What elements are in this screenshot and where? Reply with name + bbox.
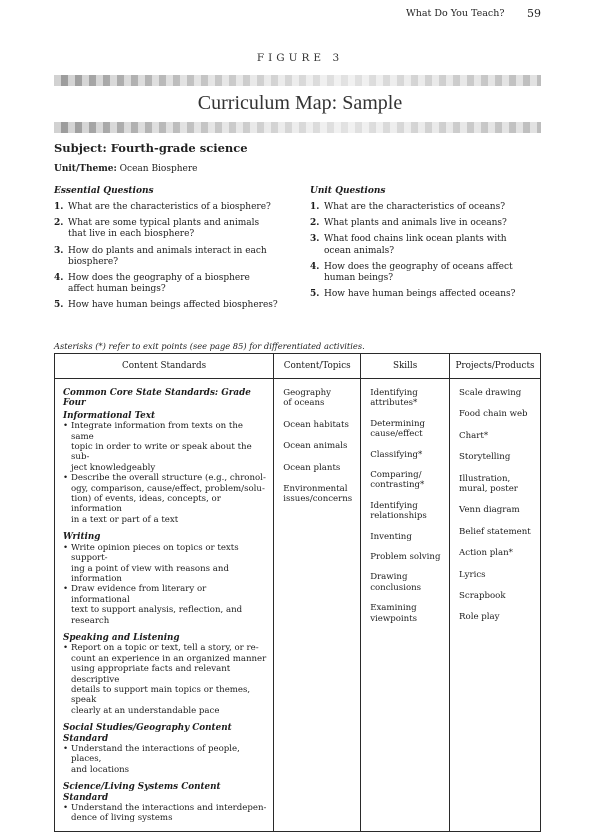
text-line: Ocean habitats — [283, 419, 349, 430]
question-text — [324, 262, 513, 283]
question-item — [310, 289, 545, 300]
text-line: Food chain web — [459, 409, 528, 420]
running-title: What Do You Teach? — [406, 8, 505, 19]
question-item — [54, 273, 294, 295]
question-number: 5. — [310, 289, 320, 300]
text-line: How does the geography of oceans affect — [324, 261, 513, 272]
list-item — [459, 452, 536, 462]
text-line: Integrate information from texts on the same — [71, 421, 243, 442]
question-item — [310, 262, 545, 284]
standard-bullet — [63, 584, 267, 626]
text-line: Scale drawing — [459, 388, 522, 398]
list-item — [283, 463, 356, 473]
text-line: Draw evidence from literary or informational — [71, 584, 207, 605]
standards-section-heading: Science/Living Systems Content Standard — [63, 782, 221, 803]
list-item — [459, 612, 536, 622]
standard-bullet — [63, 473, 267, 525]
question-text — [68, 300, 278, 310]
question-item — [310, 202, 545, 213]
header-content-standards: Content Standards — [55, 354, 274, 379]
list-item — [283, 388, 356, 409]
unit-theme-value: Ocean Biosphere — [119, 164, 198, 174]
text-line: What plants and animals live in oceans? — [324, 218, 507, 229]
question-number: 1. — [54, 202, 64, 212]
decorative-band-top — [54, 75, 541, 86]
text-line: cause/effect — [370, 429, 423, 440]
text-line: attributes* — [370, 398, 418, 409]
text-line: Identifying — [370, 388, 418, 398]
standards-title: Common Core State Standards: Grade Four — [63, 388, 251, 409]
question-item — [54, 246, 294, 268]
standards-section — [63, 411, 267, 525]
text-line: What are the characteristics of a biosphere? — [68, 202, 271, 212]
text-line: mural, poster — [459, 484, 518, 495]
question-item — [310, 234, 545, 256]
text-line: Problem solving — [370, 552, 441, 563]
question-item — [54, 202, 294, 213]
list-item — [370, 450, 445, 460]
content-standards-cell — [55, 379, 274, 832]
header-content-topics: Content/Topics — [274, 354, 361, 379]
list-item — [370, 552, 445, 562]
subject-heading: Subject: Fourth-grade science — [54, 141, 248, 155]
question-text — [68, 246, 267, 267]
text-line: How do plants and animals interact in each — [68, 245, 267, 256]
text-line: Lyrics — [459, 569, 486, 580]
question-text — [68, 218, 259, 239]
curriculum-map-table — [54, 353, 541, 832]
list-item — [283, 420, 356, 430]
text-line: that live in each biosphere? — [68, 229, 195, 240]
text-line: Describe the overall structure (e.g., chronol- — [71, 473, 266, 484]
question-number: 1. — [310, 202, 320, 212]
text-line: text to support analysis, reflection, and research — [71, 605, 243, 626]
text-line: human beings? — [324, 273, 394, 284]
decorative-band-bottom — [54, 122, 541, 133]
text-line: in a text or part of a text — [71, 514, 179, 525]
list-item — [459, 527, 536, 537]
list-item — [283, 441, 356, 451]
text-line: Venn diagram — [459, 505, 520, 516]
text-line: Identifying — [370, 500, 418, 511]
text-line: Write opinion pieces on topics or texts support- — [71, 542, 239, 564]
text-line: What are the characteristics of oceans? — [324, 202, 506, 212]
list-item — [459, 548, 536, 558]
list-item — [459, 505, 536, 515]
question-number: 3. — [310, 234, 320, 245]
question-text — [324, 234, 507, 255]
text-line: topic in order to write or speak about the sub- — [71, 442, 252, 463]
standards-section-heading: Informational Text — [63, 410, 156, 421]
essential-questions — [54, 186, 294, 317]
question-number: 3. — [54, 245, 64, 256]
question-number: 4. — [310, 261, 320, 272]
unit-questions-list — [310, 202, 545, 300]
question-text — [324, 202, 505, 212]
list-item — [459, 474, 536, 495]
text-line: Action plan* — [459, 548, 513, 559]
text-line: Storytelling — [459, 452, 511, 463]
standard-bullet — [63, 643, 267, 716]
unit-theme-label: Unit/Theme: — [54, 164, 117, 174]
text-line: count an experience in an organized manner — [71, 653, 267, 664]
text-line: Belief statement — [459, 526, 531, 537]
text-line: Report on a topic or text, tell a story, or re- — [71, 643, 259, 654]
text-line: Environmental — [283, 484, 348, 495]
page-title: Curriculum Map: Sample — [197, 92, 403, 114]
text-line: How have human beings affected biospheres? — [68, 300, 278, 311]
question-number: 2. — [310, 218, 320, 229]
list-item — [459, 591, 536, 601]
question-number: 4. — [54, 273, 64, 284]
text-line: dence of living systems — [71, 813, 173, 824]
figure-label: FIGURE 3 — [256, 52, 344, 64]
unit-theme — [54, 164, 197, 174]
text-line: details to support main topics or themes, speak — [71, 684, 251, 706]
text-line: and locations — [71, 764, 130, 775]
text-line: Scrapbook — [459, 591, 506, 602]
text-line: ocean animals? — [324, 245, 395, 256]
text-line: Ocean animals — [283, 441, 348, 452]
text-line: affect human beings? — [68, 284, 166, 295]
text-line: Drawing — [370, 572, 408, 583]
text-line: Inventing — [370, 531, 412, 542]
list-item — [370, 572, 445, 593]
table-header-row — [55, 354, 541, 379]
text-line: ogy, comparison, cause/effect, problem/solu- — [71, 483, 265, 494]
text-line: contrasting* — [370, 480, 425, 491]
text-line: Determining — [370, 418, 426, 429]
standards-section — [63, 532, 267, 626]
text-line: viewpoints — [370, 613, 418, 624]
list-item — [370, 470, 445, 491]
standard-bullet — [63, 421, 267, 473]
essential-questions-heading: Essential Questions — [54, 186, 154, 196]
text-line: issues/concerns — [283, 494, 353, 505]
text-line: relationships — [370, 511, 427, 522]
list-item — [370, 388, 445, 409]
question-item — [310, 218, 545, 229]
list-item — [459, 409, 536, 419]
standards-section — [63, 723, 267, 775]
text-line: biosphere? — [68, 256, 119, 267]
text-line: What food chains link ocean plants with — [324, 234, 507, 245]
standard-bullet — [63, 543, 267, 585]
header-skills: Skills — [361, 354, 450, 379]
text-line: ject knowledgeably — [71, 462, 156, 473]
text-line: clearly at an understandable pace — [71, 705, 220, 716]
list-item — [370, 532, 445, 542]
standards-section-heading: Social Studies/Geography Content Standard — [63, 723, 232, 744]
running-head — [0, 8, 600, 22]
question-text — [68, 202, 271, 212]
list-item — [459, 431, 536, 441]
text-line: How have human beings affected oceans? — [324, 289, 516, 300]
text-line: Understand the interactions and interdepen- — [71, 803, 267, 814]
essential-questions-list — [54, 202, 294, 312]
text-line: Understand the interactions of people, places, — [71, 744, 240, 765]
standards-section-heading: Speaking and Listening — [63, 632, 180, 643]
unit-questions — [310, 186, 545, 305]
content-topics-cell — [274, 379, 361, 832]
text-line: Comparing/ — [370, 470, 422, 481]
standards-section-heading: Writing — [63, 532, 101, 543]
list-item — [459, 388, 536, 398]
question-number: 5. — [54, 300, 64, 311]
projects-products-cell — [450, 379, 541, 832]
text-line: Illustration, — [459, 473, 511, 484]
standards-section — [63, 782, 267, 824]
question-text — [68, 273, 250, 294]
text-line: tion) of events, ideas, concepts, or information — [71, 494, 221, 515]
list-item — [283, 484, 356, 505]
question-text — [324, 218, 507, 228]
text-line: Classifying* — [370, 449, 423, 460]
text-line: What are some typical plants and animals — [68, 218, 260, 229]
standard-bullet — [63, 744, 267, 775]
exit-points-note: Asterisks (*) refer to exit points (see page 85) for differentiated activities. — [54, 341, 365, 351]
text-line: conclusions — [370, 582, 422, 593]
text-line: Role play — [459, 612, 500, 623]
list-item — [459, 570, 536, 580]
unit-questions-heading: Unit Questions — [310, 186, 386, 196]
text-line: of oceans — [283, 398, 325, 409]
header-projects-products: Projects/Products — [450, 354, 541, 379]
text-line: using appropriate facts and relevant descriptive — [71, 664, 231, 685]
list-item — [370, 419, 445, 440]
standards-sections — [63, 411, 267, 824]
text-line: Ocean plants — [283, 462, 341, 473]
standard-bullet — [63, 803, 267, 824]
question-item — [54, 218, 294, 240]
text-line: ing a point of view with reasons and information — [71, 563, 229, 584]
question-item — [54, 300, 294, 311]
text-line: Chart* — [459, 430, 489, 441]
skills-cell — [361, 379, 450, 832]
list-item — [370, 603, 445, 624]
standards-section — [63, 633, 267, 716]
page-number: 59 — [527, 7, 541, 20]
list-item — [370, 501, 445, 522]
text-line: Examining — [370, 603, 417, 614]
table-row — [55, 379, 541, 832]
text-line: How does the geography of a biosphere — [68, 273, 250, 284]
text-line: Geography — [283, 388, 331, 398]
question-number: 2. — [54, 218, 64, 229]
question-text — [324, 289, 516, 299]
